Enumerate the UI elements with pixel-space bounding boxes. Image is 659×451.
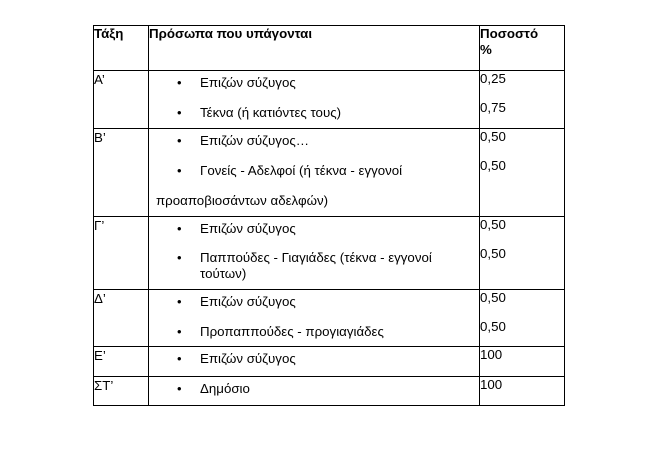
percent-value: 0,50: [480, 129, 506, 144]
persons-cell: [149, 347, 480, 377]
percent-value: 100: [480, 377, 503, 392]
percent-value: 0,50: [480, 246, 506, 261]
person-item: • Επιζών σύζυγος: [149, 75, 479, 91]
class-cell: Β’: [94, 129, 149, 217]
person-item: • Παππούδες - Γιαγιάδες (τέκνα - εγγονοί τούτων): [149, 250, 479, 282]
header-persons: Πρόσωπα που υπάγονται: [149, 26, 480, 71]
table-row: [94, 129, 565, 217]
percent-cell: [480, 347, 565, 377]
person-item: • Επιζών σύζυγος…: [149, 133, 479, 149]
table-row: [94, 377, 565, 406]
persons-cell: [149, 290, 480, 347]
percent-value: 100: [480, 347, 503, 362]
person-item: • Επιζών σύζυγος: [149, 221, 479, 237]
percent-value: 0,50: [480, 290, 506, 305]
header-percent-line2: %: [480, 42, 492, 57]
class-cell: Α’: [94, 71, 149, 129]
person-item: • Τέκνα (ή κατιόντες τους): [149, 105, 479, 121]
table-row: [94, 217, 565, 290]
class-cell: ΣΤ’: [94, 377, 149, 406]
percent-value: 0,50: [480, 217, 506, 232]
percent-value: 0,25: [480, 71, 506, 86]
table-header-row: [94, 26, 565, 71]
table-row: [94, 71, 565, 129]
person-item: • Προπαππούδες - προγιαγιάδες: [149, 324, 479, 340]
persons-cell: [149, 217, 480, 290]
class-cell: Γ’: [94, 217, 149, 290]
percent-cell: [480, 71, 565, 129]
class-cell: Δ’: [94, 290, 149, 347]
header-percent-line1: Ποσοστό: [480, 26, 539, 41]
persons-cell: [149, 129, 480, 217]
person-item: • Δημόσιο: [149, 381, 479, 397]
person-item: • Γονείς - Αδελφοί (ή τέκνα - εγγονοί: [149, 163, 479, 179]
percent-cell: [480, 290, 565, 347]
percent-value: 0,75: [480, 100, 506, 115]
class-cell: Ε’: [94, 347, 149, 377]
person-item: • Επιζών σύζυγος: [149, 351, 479, 367]
percent-cell: [480, 377, 565, 406]
table-row: [94, 290, 565, 347]
person-item-continuation: προαποβιοσάντων αδελφών): [156, 193, 329, 208]
header-class: Τάξη: [94, 26, 149, 71]
person-item: • Επιζών σύζυγος: [149, 294, 479, 310]
inheritance-table: [93, 25, 565, 406]
percent-value: 0,50: [480, 319, 506, 334]
table-row: [94, 347, 565, 377]
percent-cell: [480, 129, 565, 217]
header-percent: [480, 26, 565, 71]
persons-cell: [149, 377, 480, 406]
percent-value: 0,50: [480, 158, 506, 173]
persons-cell: [149, 71, 480, 129]
percent-cell: [480, 217, 565, 290]
